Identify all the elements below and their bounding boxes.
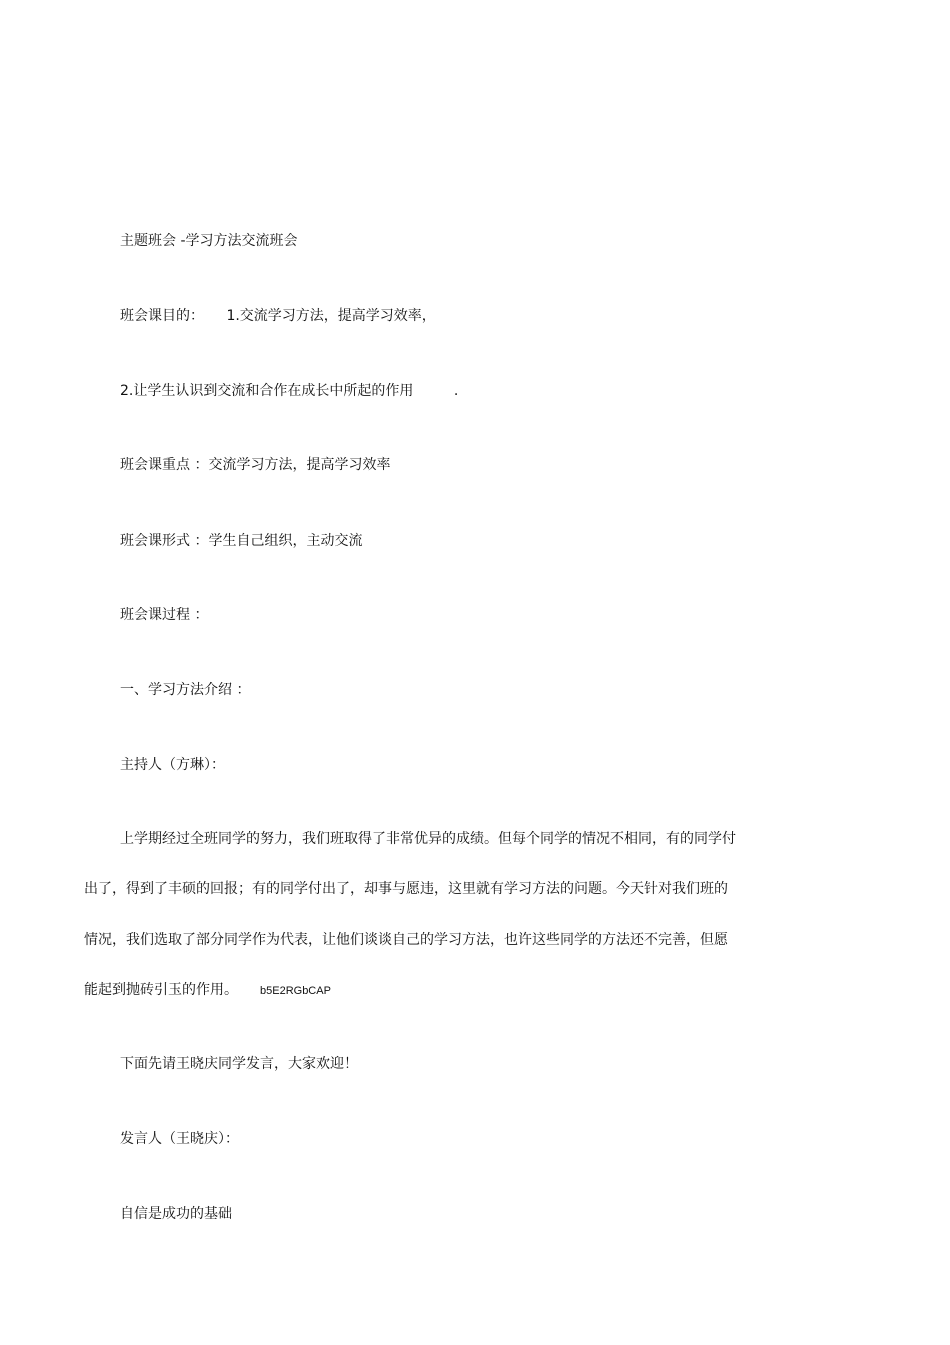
watermark-code: b5E2RGbCAP [260,985,331,997]
paragraph-line-4 [84,980,331,1001]
paragraph-line-3: 情况，我们选取了部分同学作为代表，让他们谈谈自己的学习方法，也许这些同学的方法还不完善，但愿 [84,932,728,948]
focus-line: 班会课重点 ：交流学习方法，提高学习效率 [120,457,391,473]
purpose-item-1: 1.交流学习方法，提高学习效率， [226,308,436,324]
purpose-line [120,306,436,326]
purpose-item-2-end: . [453,383,459,399]
form-line: 班会课形式 ：学生自己组织，主动交流 [120,533,363,549]
section-heading-1: 一、学习方法介绍 ： [120,682,251,698]
speech-title: 自信是成功的基础 [120,1206,232,1222]
purpose-item-2: 2.让学生认识到交流和合作在成长中所起的作用 [120,383,414,399]
host-label: 主持人（方琳）： [120,757,225,773]
paragraph-line-2: 出了，得到了丰硕的回报；有的同学付出了，却事与愿违，这里就有学习方法的问题。今天针对我们班的 [84,881,728,897]
process-heading: 班会课过程 ： [120,607,209,623]
purpose-item-2-line [120,381,458,401]
paragraph-line-4-text: 能起到抛砖引玉的作用。 [84,982,238,998]
invite-line: 下面先请王晓庆同学发言，大家欢迎！ [120,1056,358,1072]
speaker-label: 发言人（王晓庆）： [120,1131,239,1147]
paragraph-line-1: 上学期经过全班同学的努力，我们班取得了非常优异的成绩。但每个同学的情况不相同，有的同学付 [120,831,736,847]
document-title: 主题班会 -学习方法交流班会 [120,233,298,249]
purpose-label: 班会课目的： [120,308,204,324]
